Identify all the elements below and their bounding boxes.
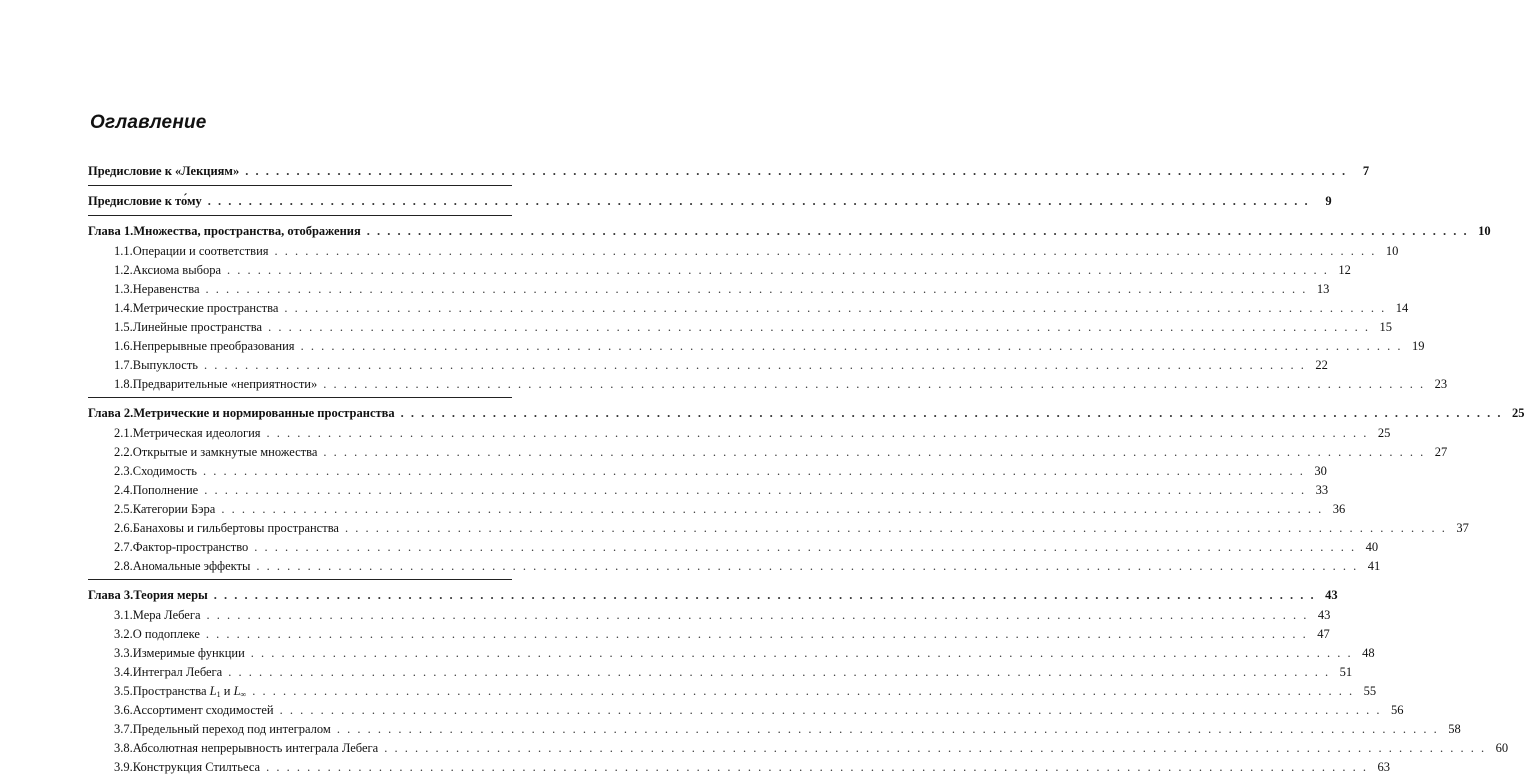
toc-entry-preface-volume[interactable] — [88, 190, 1332, 212]
divider — [88, 397, 512, 398]
section-page: 48 — [1362, 646, 1375, 660]
toc-section[interactable] — [88, 758, 1390, 777]
section-page: 23 — [1434, 377, 1448, 391]
section-page: 36 — [1332, 502, 1346, 516]
dot-leader — [203, 462, 1305, 481]
section-title: Фактор-пространство — [132, 540, 249, 554]
math-subscript: 1 — [216, 690, 221, 699]
section-title: Предельный переход под интегралом — [132, 722, 331, 736]
toc-section[interactable] — [88, 701, 1404, 720]
dot-leader — [207, 606, 1309, 625]
section-title: Мера Лебега — [132, 608, 201, 622]
divider — [88, 579, 512, 580]
section-number: 1.2. — [114, 263, 133, 277]
dot-leader — [401, 402, 1503, 424]
dot-leader — [280, 701, 1382, 720]
chapter-page: 25 — [1512, 406, 1525, 420]
dot-leader — [252, 682, 1354, 701]
dot-leader — [367, 220, 1469, 242]
divider — [88, 215, 512, 216]
section-page: 25 — [1377, 426, 1391, 440]
section-page: 47 — [1317, 627, 1330, 641]
toc-section[interactable] — [88, 644, 1375, 663]
section-title: Ассортимент сходимостей — [132, 703, 274, 717]
section-number: 2.5. — [114, 502, 133, 516]
math-l: L — [209, 684, 217, 698]
toc-section[interactable] — [88, 424, 1391, 443]
section-page: 22 — [1315, 358, 1328, 372]
toc-section[interactable] — [88, 318, 1392, 337]
toc-entry-preface-lectures[interactable] — [88, 160, 1370, 182]
section-number: 1.8. — [114, 377, 133, 391]
dot-leader — [206, 280, 1308, 299]
dot-leader — [267, 424, 1369, 443]
toc-section[interactable] — [88, 606, 1331, 625]
section-number: 3.9. — [114, 760, 133, 774]
section-page: 12 — [1338, 263, 1351, 277]
dot-leader — [204, 356, 1306, 375]
section-page: 56 — [1390, 703, 1404, 717]
dot-leader — [301, 337, 1403, 356]
section-number: 1.1. — [114, 244, 133, 258]
chapter-number: Глава 1. — [88, 224, 134, 238]
section-title: Интеграл Лебега — [132, 665, 223, 679]
section-page: 55 — [1363, 684, 1377, 698]
section-number: 3.3. — [114, 646, 133, 660]
section-page: 41 — [1367, 559, 1381, 573]
section-number: 3.1. — [114, 608, 133, 622]
page-title: Оглавление — [90, 112, 207, 133]
section-number: 1.7. — [114, 358, 133, 372]
section-page: 60 — [1495, 741, 1509, 755]
dot-leader — [384, 739, 1486, 758]
toc-section[interactable] — [88, 682, 1377, 701]
section-page: 37 — [1456, 521, 1469, 535]
toc-section[interactable] — [88, 481, 1329, 500]
dot-leader — [266, 758, 1368, 777]
dot-leader — [275, 242, 1377, 261]
section-title: Пополнение — [132, 483, 199, 497]
section-number: 2.1. — [114, 426, 133, 440]
entry-title: Предисловие к «Лекциям» — [88, 164, 240, 178]
chapter-number: Глава 3. — [88, 588, 134, 602]
section-page: 43 — [1317, 608, 1331, 622]
section-number: 2.6. — [114, 521, 133, 535]
section-number: 1.3. — [114, 282, 133, 296]
toc-section[interactable] — [88, 500, 1346, 519]
toc-chapter-2[interactable] — [88, 402, 1525, 424]
section-title: Выпуклость — [132, 358, 199, 372]
toc-section[interactable] — [88, 443, 1448, 462]
section-page: 30 — [1314, 464, 1327, 478]
toc-section[interactable] — [88, 663, 1353, 682]
section-number: 2.3. — [114, 464, 133, 478]
toc-section[interactable] — [88, 557, 1381, 576]
section-number: 3.4. — [114, 665, 133, 679]
section-number: 1.4. — [114, 301, 133, 315]
chapter-title: Теория меры — [133, 588, 208, 602]
section-page: 19 — [1411, 339, 1425, 353]
section-number: 2.4. — [114, 483, 133, 497]
section-number: 3.2. — [114, 627, 133, 641]
section-title: Линейные пространства — [132, 320, 263, 334]
dot-leader — [256, 557, 1358, 576]
section-page: 10 — [1385, 244, 1399, 258]
dot-leader — [245, 160, 1347, 182]
entry-title: Предисловие к то́му — [88, 194, 202, 208]
dot-leader — [254, 538, 1356, 557]
dot-leader — [284, 299, 1386, 318]
dot-leader — [206, 625, 1308, 644]
dot-leader — [323, 375, 1425, 394]
dot-leader — [227, 261, 1329, 280]
toc-section[interactable] — [88, 280, 1330, 299]
section-title — [133, 682, 246, 701]
entry-page: 7 — [1362, 164, 1370, 178]
dot-leader — [204, 481, 1306, 500]
chapter-page: 10 — [1478, 224, 1491, 238]
dot-leader — [228, 663, 1330, 682]
section-title: Открытые и замкнутые множества — [132, 445, 318, 459]
toc-section[interactable] — [88, 519, 1469, 538]
section-title: Метрическая идеология — [132, 426, 261, 440]
toc-section[interactable] — [88, 299, 1409, 318]
dot-leader — [268, 318, 1370, 337]
chapter-title: Метрические и нормированные пространства — [133, 406, 395, 420]
dot-leader — [323, 443, 1425, 462]
section-page: 51 — [1339, 665, 1353, 679]
section-page: 63 — [1377, 760, 1390, 774]
divider — [88, 185, 512, 186]
title-prefix: Пространства — [132, 684, 207, 698]
section-number: 3.6. — [114, 703, 133, 717]
dot-leader — [251, 644, 1353, 663]
dot-leader — [208, 190, 1310, 212]
section-page: 27 — [1434, 445, 1448, 459]
math-subscript: ∞ — [240, 690, 247, 699]
toc-section[interactable] — [88, 242, 1399, 261]
section-title: Аксиома выбора — [132, 263, 221, 277]
math-l: L — [233, 684, 241, 698]
section-page: 15 — [1379, 320, 1392, 334]
section-number: 2.2. — [114, 445, 133, 459]
chapter-page: 43 — [1325, 588, 1338, 602]
section-number: 3.7. — [114, 722, 133, 736]
section-title: Операции и соответствия — [132, 244, 269, 258]
toc-chapter-1[interactable] — [88, 220, 1491, 242]
dot-leader — [337, 720, 1439, 739]
section-number: 2.8. — [114, 559, 133, 573]
section-number: 3.8. — [114, 741, 133, 755]
toc-section[interactable] — [88, 538, 1379, 557]
section-page: 14 — [1395, 301, 1409, 315]
chapter-title: Множества, пространства, отображения — [133, 224, 361, 238]
toc-section[interactable] — [88, 462, 1327, 481]
dot-leader — [221, 500, 1323, 519]
section-title: Сходимость — [132, 464, 197, 478]
toc-section[interactable] — [88, 625, 1330, 644]
section-page: 58 — [1448, 722, 1461, 736]
entry-page: 9 — [1325, 194, 1332, 208]
section-number: 1.5. — [114, 320, 133, 334]
section-title: О подоплеке — [132, 627, 200, 641]
section-page: 40 — [1365, 540, 1379, 554]
section-title: Абсолютная непрерывность интеграла Лебега — [132, 741, 379, 755]
dot-leader — [345, 519, 1447, 538]
section-title: Неравенства — [132, 282, 200, 296]
table-of-contents — [88, 160, 1525, 777]
dot-leader — [214, 584, 1316, 606]
toc-section[interactable] — [88, 739, 1509, 758]
section-number: 1.6. — [114, 339, 133, 353]
toc-section[interactable] — [88, 375, 1448, 394]
section-title: Предварительные «неприятности» — [132, 377, 318, 391]
section-title: Метрические пространства — [132, 301, 279, 315]
section-title: Аномальные эффекты — [132, 559, 251, 573]
toc-section[interactable] — [88, 261, 1351, 280]
section-title: Конструкция Стилтьеса — [132, 760, 261, 774]
section-title: Непрерывные преобразования — [132, 339, 295, 353]
section-number: 2.7. — [114, 540, 133, 554]
toc-section[interactable] — [88, 337, 1425, 356]
section-title: Категории Бэра — [132, 502, 216, 516]
section-number: 3.5. — [114, 684, 133, 698]
section-page: 13 — [1316, 282, 1330, 296]
section-title: Банаховы и гильбертовы пространства — [132, 521, 339, 535]
toc-chapter-3[interactable] — [88, 584, 1338, 606]
section-page: 33 — [1315, 483, 1329, 497]
conjunction: и — [223, 684, 231, 698]
section-title: Измеримые функции — [132, 646, 245, 660]
toc-section[interactable] — [88, 720, 1461, 739]
toc-section[interactable] — [88, 356, 1328, 375]
chapter-number: Глава 2. — [88, 406, 134, 420]
